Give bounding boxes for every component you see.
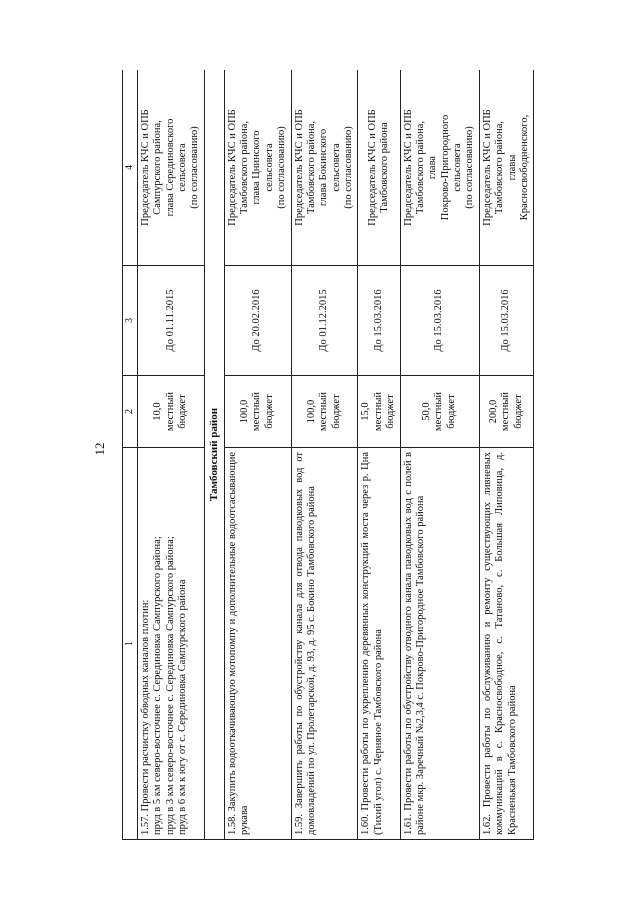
responsible-cell: [479, 70, 534, 266]
responsible-cell: [224, 70, 291, 266]
responsible-line: (по согласованию): [343, 126, 355, 209]
funding-cell: [137, 376, 204, 448]
responsible-cell: [358, 70, 400, 266]
deadline: До 15.03.2016: [400, 266, 479, 376]
description-line: 1.57. Провести расчистку обводных каналов плотин:: [139, 599, 151, 835]
table-row: [137, 70, 204, 840]
funding-cell: [291, 376, 358, 448]
description-line: пруд в 5 км северо-восточнее с. Серединовка Сампурского района;: [152, 536, 164, 835]
funding-cell: [400, 376, 479, 448]
responsible-line: Красносвободненского,: [518, 114, 530, 221]
table-row: [291, 70, 358, 840]
table-row: [224, 70, 291, 840]
responsible-line: глава Бокинского: [318, 128, 330, 207]
responsible-line: Председатель КЧС и ОПБ: [139, 109, 151, 226]
responsible-line: Сампурского района,: [152, 120, 164, 215]
table-sheet: [122, 70, 552, 840]
table-row: [400, 70, 479, 840]
responsible-cell: [137, 70, 204, 266]
section-row: [204, 70, 224, 840]
description-line: пруд в 3 км северо-восточнее с. Серединовка Сампурского района;: [164, 536, 176, 835]
responsible-line: глава Серединовского: [164, 118, 176, 217]
measure-description: 1.61. Провести работы по обустройству отводного канала паводковых вод с полей в районе мкр. Заречный №2,3,4 с. Покрово-Пригородное Тамбовского района: [400, 448, 479, 840]
responsible-line: Председатель КЧС и ОПБ: [293, 109, 305, 226]
responsible-line: Председатель КЧС и ОПБ: [226, 109, 238, 226]
measures-table: [122, 70, 534, 840]
responsible-line: Покрово-Пригородного: [439, 114, 451, 221]
responsible-line: (по согласованию): [276, 126, 288, 209]
responsible-line: Тамбовского района,: [239, 120, 251, 215]
funding-source: местный бюджет: [372, 391, 397, 432]
responsible-line: сельсовета: [452, 143, 464, 192]
page-number: 12: [92, 442, 107, 456]
responsible-line: Тамбовского района,: [414, 120, 426, 215]
funding-cell: [224, 376, 291, 448]
rotated-table-frame: [122, 70, 552, 840]
responsible-cell: [400, 70, 479, 266]
funding-source: местный бюджет: [318, 391, 342, 432]
measure-description: 1.60. Провести работы по укреплению деревянных конструкций моста через р. Цна (Тихий угол) с. Черняное Тамбовского района: [358, 448, 400, 840]
funding-source: местный бюджет: [251, 391, 275, 432]
funding-amount: 100,0: [305, 399, 317, 424]
funding-source: местный бюджет: [164, 391, 188, 432]
responsible-line: глава Цнинского: [251, 130, 263, 205]
funding-amount: 15,0: [360, 402, 372, 421]
responsible-line: Председатель КЧС и ОПБ: [402, 109, 414, 226]
deadline: До 20.02.2016: [224, 266, 291, 376]
funding-cell: [358, 376, 400, 448]
deadline: До 01.12.2015: [291, 266, 358, 376]
responsible-line: главы: [506, 154, 518, 181]
responsible-line: Тамбовского района,: [305, 120, 317, 215]
responsible-line: Председатель КЧС и ОПБ: [366, 109, 378, 226]
funding-cell: [479, 376, 534, 448]
column-number: 4: [123, 70, 138, 266]
deadline: До 15.03.2016: [479, 266, 534, 376]
column-number-row: [123, 70, 138, 840]
column-number: 2: [123, 376, 138, 448]
responsible-line: (по согласованию): [189, 126, 201, 209]
funding-source: местный бюджет: [500, 391, 524, 432]
responsible-line: сельсовета: [330, 143, 342, 192]
deadline: До 01.11.2015: [137, 266, 204, 376]
column-number: 1: [123, 448, 138, 840]
responsible-line: глава: [427, 155, 439, 180]
table-row: [479, 70, 534, 840]
funding-amount: 10,0: [152, 402, 164, 421]
responsible-cell: [291, 70, 358, 266]
measure-description: 1.62. Провести работы по обслуживанию и ремонту существующих ливневых коммуникаций в с. Красносвободное, с. Татаново, с. Большая Липовица, д. Красненькая Тамбовского района: [479, 448, 534, 840]
table-row: [358, 70, 400, 840]
deadline: До 15.03.2016: [358, 266, 400, 376]
measure-description: [137, 448, 204, 840]
responsible-line: (по согласованию): [464, 126, 476, 209]
funding-amount: 50,0: [421, 402, 433, 421]
funding-source: местный бюджет: [433, 391, 457, 432]
section-title: Тамбовский район: [204, 70, 224, 840]
responsible-line: Тамбовского района: [378, 122, 390, 213]
responsible-line: сельсовета: [263, 143, 275, 192]
responsible-line: сельсовета: [176, 143, 188, 192]
funding-amount: 200,0: [487, 399, 499, 424]
responsible-line: Председатель КЧС и ОПБ: [481, 109, 493, 226]
measure-description: 1.59. Завершить работы по обустройству канала для отвода паводковых вод от домовладений по ул. Пролетарской, д. 93, д. 95 с. Бокино Тамбовского района: [291, 448, 358, 840]
description-line: пруд в 6 км к югу от с. Серединовка Сампурского района: [176, 579, 188, 835]
responsible-line: Тамбовского района,: [494, 120, 506, 215]
funding-amount: 100,0: [239, 399, 251, 424]
measure-description: 1.58. Закупить водооткачивающую мотопомпу и дополнительные водоотсасывающие рукава: [224, 448, 291, 840]
column-number: 3: [123, 266, 138, 376]
